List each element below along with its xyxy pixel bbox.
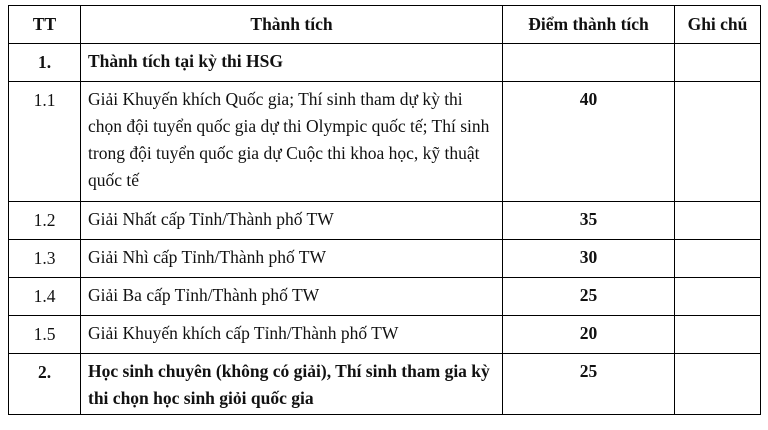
table-row: [9, 278, 761, 316]
row-tt: 1.4: [9, 278, 81, 316]
row-tt: 1.: [9, 44, 81, 82]
row-note: [675, 240, 761, 278]
row-note: [675, 278, 761, 316]
row-note: [675, 44, 761, 82]
row-tt: 2.: [9, 354, 81, 415]
row-points: 35: [503, 202, 675, 240]
row-points: 20: [503, 316, 675, 354]
table-header-row: [9, 6, 761, 44]
row-note: [675, 82, 761, 202]
row-achievement: Giải Nhì cấp Tỉnh/Thành phố TW: [81, 240, 503, 278]
row-points: [503, 44, 675, 82]
row-points: 25: [503, 354, 675, 415]
row-note: [675, 202, 761, 240]
row-achievement: Thành tích tại kỳ thi HSG: [81, 44, 503, 82]
row-tt: 1.1: [9, 82, 81, 202]
achievement-points-table: [8, 5, 761, 415]
table-row: [9, 354, 761, 415]
table-row: [9, 240, 761, 278]
header-achievement: Thành tích: [81, 6, 503, 44]
row-points: 25: [503, 278, 675, 316]
header-note: Ghi chú: [675, 6, 761, 44]
header-points: Điểm thành tích: [503, 6, 675, 44]
table-row: [9, 202, 761, 240]
row-achievement: Giải Khuyến khích cấp Tỉnh/Thành phố TW: [81, 316, 503, 354]
table-row: [9, 44, 761, 82]
row-tt: 1.3: [9, 240, 81, 278]
row-points: 40: [503, 82, 675, 202]
row-achievement: Giải Khuyến khích Quốc gia; Thí sinh tham dự kỳ thi chọn đội tuyển quốc gia dự thi Olympic quốc tế; Thí sinh trong đội tuyển quốc gia dự Cuộc thi khoa học, kỹ thuật quốc tế: [81, 82, 503, 202]
table-row: [9, 316, 761, 354]
row-points: 30: [503, 240, 675, 278]
document: [8, 5, 761, 415]
row-achievement: Giải Ba cấp Tỉnh/Thành phố TW: [81, 278, 503, 316]
row-note: [675, 354, 761, 415]
row-note: [675, 316, 761, 354]
row-tt: 1.2: [9, 202, 81, 240]
table-row: [9, 82, 761, 202]
row-achievement: Học sinh chuyên (không có giải), Thí sinh tham gia kỳ thi chọn học sinh giỏi quốc gia: [81, 354, 503, 415]
row-tt: 1.5: [9, 316, 81, 354]
header-tt: TT: [9, 6, 81, 44]
row-achievement: Giải Nhất cấp Tỉnh/Thành phố TW: [81, 202, 503, 240]
